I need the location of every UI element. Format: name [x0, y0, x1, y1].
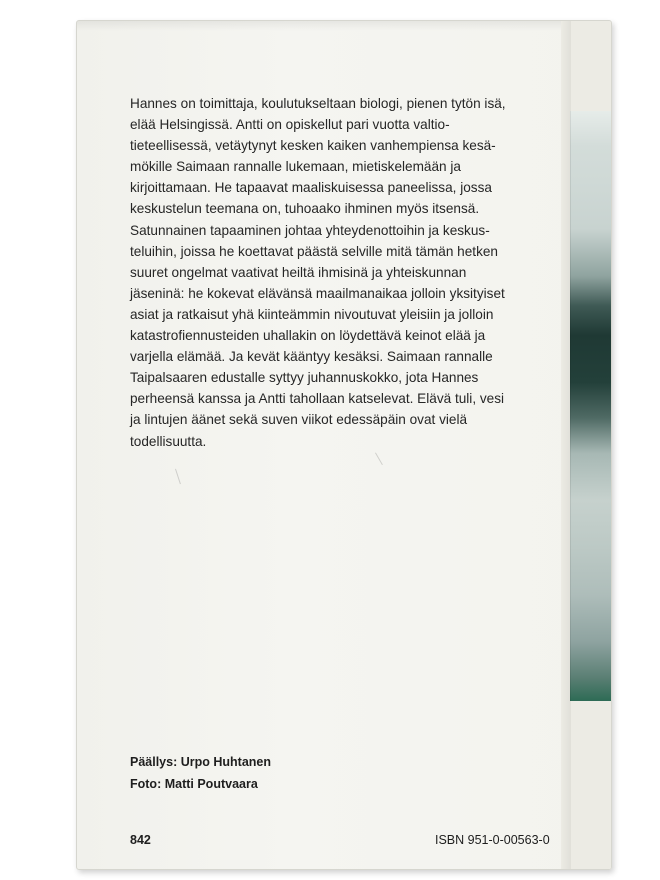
blurb-line: elää Helsingissä. Antti on opiskellut pari vuotta valtio-: [130, 117, 450, 133]
blurb-line: keskustelun teemana on, tuhoaako ihminen myös itsensä.: [130, 201, 480, 217]
paper-scratch: [175, 469, 181, 485]
blurb-line: katastrofiennusteiden uhallakin on löydettävä keinot elää ja: [130, 328, 486, 344]
blurb-line: teluihin, joissa he koettavat päästä selville mitä tämän hetken: [130, 243, 498, 259]
cover-top-fold: [77, 21, 611, 31]
blurb-line: suuret ongelmat vaativat heiltä ihmisinä ja yhteiskunnan: [130, 264, 467, 280]
product-code: 842: [130, 833, 151, 847]
photo-credit: Foto: Matti Poutvaara: [130, 777, 258, 791]
blurb-line: kirjoittamaan. He tapaavat maaliskuisessa paneelissa, jossa: [130, 180, 492, 196]
blurb-line: tieteellisessä, vetäytynyt kesken kaiken vanhempiensa kesä-: [130, 138, 496, 154]
blurb-text: [130, 93, 560, 452]
blurb-line: todellisuutta.: [130, 433, 207, 449]
spine-lake-photo: [570, 111, 611, 701]
blurb-line: varjella elämää. Ja kevät kääntyy kesäksi. Saimaan rannalle: [130, 349, 493, 365]
paper-scratch: [375, 453, 383, 466]
book-back-cover: [76, 20, 612, 870]
isbn-number: ISBN 951-0-00563-0: [435, 833, 550, 847]
blurb-line: asiat ja ratkaisut yhä kiinteämmin nivoutuvat yleisiin ja jolloin: [130, 306, 494, 322]
blurb-line: perheensä kanssa ja Antti tahollaan katselevat. Elävä tuli, vesi: [130, 391, 505, 407]
blurb-line: Satunnainen tapaaminen johtaa yhteydenottoihin ja keskus-: [130, 222, 490, 238]
blurb-line: ja lintujen äänet sekä suven viikot edessäpäin ovat vielä: [130, 412, 468, 428]
blurb-line: Hannes on toimittaja, koulutukseltaan biologi, pienen tytön isä,: [130, 96, 506, 111]
blurb-line: Taipalsaaren edustalle syttyy juhannuskokko, jota Hannes: [130, 370, 479, 386]
cover-designer-credit: Päällys: Urpo Huhtanen: [130, 755, 271, 769]
blurb-line: mökille Saimaan rannalle lukemaan, mietiskelemään ja: [130, 159, 461, 175]
cover-credits: [130, 751, 271, 795]
blurb-line: jäseninä: he kokevat elävänsä maailmanaikaa jolloin yksityiset: [130, 285, 505, 301]
